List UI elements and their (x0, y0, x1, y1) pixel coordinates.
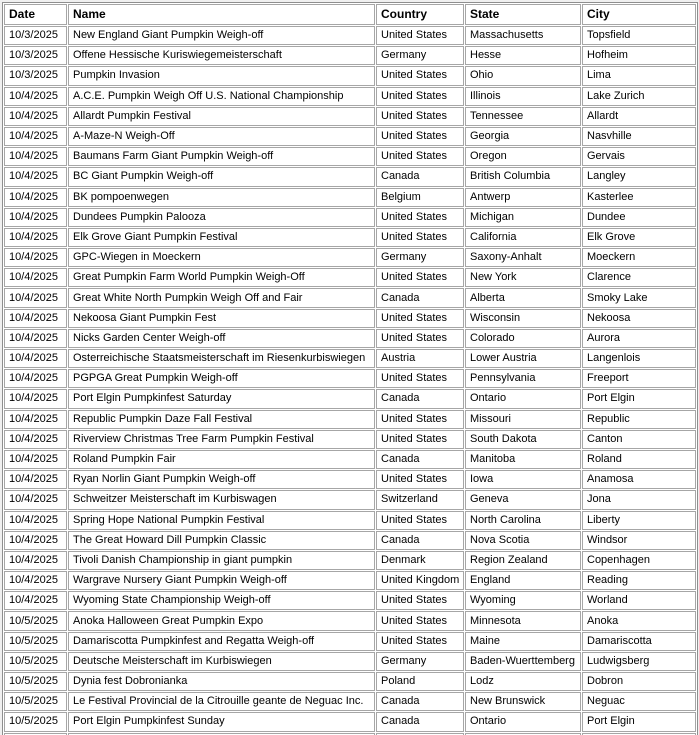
table-row (4, 309, 696, 328)
cell-city: Reading (582, 571, 696, 590)
cell-name: A.C.E. Pumpkin Weigh Off U.S. National Championship (68, 87, 375, 106)
table-row (4, 188, 696, 207)
cell-city: Port Elgin (582, 389, 696, 408)
table-row (4, 591, 696, 610)
cell-date: 10/4/2025 (4, 127, 67, 146)
cell-state: Ontario (465, 389, 581, 408)
cell-country: United States (376, 632, 464, 651)
cell-city: Aurora (582, 329, 696, 348)
column-header-date[interactable]: Date (4, 4, 67, 25)
cell-country: United States (376, 228, 464, 247)
cell-city: Lake Zurich (582, 87, 696, 106)
cell-country: Poland (376, 672, 464, 691)
cell-state: Michigan (465, 208, 581, 227)
cell-country: Canada (376, 712, 464, 731)
cell-state: Missouri (465, 410, 581, 429)
table-row (4, 551, 696, 570)
cell-city: Langley (582, 167, 696, 186)
cell-name: Osterreichische Staatsmeisterschaft im Riesenkurbiswiegen (68, 349, 375, 368)
cell-date: 10/4/2025 (4, 309, 67, 328)
cell-state: Iowa (465, 470, 581, 489)
table-row (4, 410, 696, 429)
cell-name: Allardt Pumpkin Festival (68, 107, 375, 126)
cell-date: 10/4/2025 (4, 410, 67, 429)
cell-date: 10/4/2025 (4, 147, 67, 166)
cell-city: Topsfield (582, 26, 696, 45)
cell-city: Canton (582, 430, 696, 449)
cell-date: 10/4/2025 (4, 329, 67, 348)
cell-state: Manitoba (465, 450, 581, 469)
cell-name: A-Maze-N Weigh-Off (68, 127, 375, 146)
cell-state: Colorado (465, 329, 581, 348)
column-header-city[interactable]: City (582, 4, 696, 25)
cell-state: New York (465, 268, 581, 287)
cell-name: BK pompoenwegen (68, 188, 375, 207)
table-row (4, 430, 696, 449)
cell-date: 10/5/2025 (4, 692, 67, 711)
table-row (4, 652, 696, 671)
cell-name: GPC-Wiegen in Moeckern (68, 248, 375, 267)
cell-state: Lower Austria (465, 349, 581, 368)
cell-name: Wargrave Nursery Giant Pumpkin Weigh-off (68, 571, 375, 590)
cell-date: 10/4/2025 (4, 430, 67, 449)
cell-country: Germany (376, 652, 464, 671)
cell-city: Damariscotta (582, 632, 696, 651)
cell-state: New Brunswick (465, 692, 581, 711)
cell-name: Great Pumpkin Farm World Pumpkin Weigh-Off (68, 268, 375, 287)
cell-name: Baumans Farm Giant Pumpkin Weigh-off (68, 147, 375, 166)
cell-city: Hofheim (582, 46, 696, 65)
cell-country: United States (376, 369, 464, 388)
cell-state: Pennsylvania (465, 369, 581, 388)
table-row (4, 329, 696, 348)
table-row (4, 167, 696, 186)
table-row (4, 46, 696, 65)
cell-city: Windsor (582, 531, 696, 550)
cell-date: 10/3/2025 (4, 66, 67, 85)
cell-country: United States (376, 591, 464, 610)
cell-state: Oregon (465, 147, 581, 166)
cell-city: Freeport (582, 369, 696, 388)
cell-state: Illinois (465, 87, 581, 106)
cell-state: Tennessee (465, 107, 581, 126)
table-row (4, 248, 696, 267)
cell-state: Region Zealand (465, 551, 581, 570)
cell-state: Antwerp (465, 188, 581, 207)
cell-name: Damariscotta Pumpkinfest and Regatta Weigh-off (68, 632, 375, 651)
cell-state: Ohio (465, 66, 581, 85)
table-row (4, 228, 696, 247)
table-row (4, 490, 696, 509)
cell-name: The Great Howard Dill Pumpkin Classic (68, 531, 375, 550)
cell-date: 10/4/2025 (4, 571, 67, 590)
cell-name: Dundees Pumpkin Palooza (68, 208, 375, 227)
table-row (4, 692, 696, 711)
cell-date: 10/4/2025 (4, 87, 67, 106)
cell-name: Nicks Garden Center Weigh-off (68, 329, 375, 348)
table-row (4, 632, 696, 651)
cell-city: Copenhagen (582, 551, 696, 570)
cell-country: United States (376, 511, 464, 530)
column-header-country[interactable]: Country (376, 4, 464, 25)
cell-country: United States (376, 309, 464, 328)
cell-state: Georgia (465, 127, 581, 146)
cell-city: Lima (582, 66, 696, 85)
table-row (4, 531, 696, 550)
cell-name: Wyoming State Championship Weigh-off (68, 591, 375, 610)
cell-city: Neguac (582, 692, 696, 711)
cell-city: Liberty (582, 511, 696, 530)
cell-date: 10/4/2025 (4, 349, 67, 368)
cell-state: Baden-Wuerttemberg (465, 652, 581, 671)
cell-country: Canada (376, 450, 464, 469)
cell-city: Anoka (582, 611, 696, 630)
cell-name: BC Giant Pumpkin Weigh-off (68, 167, 375, 186)
events-table (2, 2, 698, 735)
cell-date: 10/4/2025 (4, 591, 67, 610)
cell-date: 10/3/2025 (4, 26, 67, 45)
cell-state: South Dakota (465, 430, 581, 449)
cell-city: Republic (582, 410, 696, 429)
cell-country: Austria (376, 349, 464, 368)
cell-city: Jona (582, 490, 696, 509)
cell-date: 10/4/2025 (4, 208, 67, 227)
table-row (4, 66, 696, 85)
cell-country: Switzerland (376, 490, 464, 509)
cell-date: 10/4/2025 (4, 167, 67, 186)
table-row (4, 127, 696, 146)
cell-country: Canada (376, 389, 464, 408)
cell-state: Maine (465, 632, 581, 651)
cell-name: Deutsche Meisterschaft im Kurbiswiegen (68, 652, 375, 671)
table-row (4, 288, 696, 307)
cell-name: Ryan Norlin Giant Pumpkin Weigh-off (68, 470, 375, 489)
cell-city: Dobron (582, 672, 696, 691)
table-row (4, 672, 696, 691)
table-row (4, 349, 696, 368)
cell-date: 10/4/2025 (4, 511, 67, 530)
cell-country: Belgium (376, 188, 464, 207)
cell-name: Nekoosa Giant Pumpkin Fest (68, 309, 375, 328)
cell-date: 10/4/2025 (4, 248, 67, 267)
cell-state: Wyoming (465, 591, 581, 610)
cell-date: 10/5/2025 (4, 632, 67, 651)
cell-name: PGPGA Great Pumpkin Weigh-off (68, 369, 375, 388)
column-header-name[interactable]: Name (68, 4, 375, 25)
cell-country: United States (376, 208, 464, 227)
cell-state: Wisconsin (465, 309, 581, 328)
cell-state: Nova Scotia (465, 531, 581, 550)
cell-country: Germany (376, 248, 464, 267)
table-row (4, 611, 696, 630)
cell-country: United States (376, 107, 464, 126)
cell-state: British Columbia (465, 167, 581, 186)
table-row (4, 389, 696, 408)
cell-date: 10/3/2025 (4, 46, 67, 65)
table-row (4, 208, 696, 227)
cell-country: United States (376, 268, 464, 287)
column-header-state[interactable]: State (465, 4, 581, 25)
table-row (4, 450, 696, 469)
table-row (4, 107, 696, 126)
cell-name: Offene Hessische Kuriswiegemeisterschaft (68, 46, 375, 65)
cell-name: Port Elgin Pumpkinfest Saturday (68, 389, 375, 408)
table-body (4, 26, 696, 735)
cell-city: Smoky Lake (582, 288, 696, 307)
cell-country: United States (376, 470, 464, 489)
cell-date: 10/4/2025 (4, 228, 67, 247)
header-row (4, 4, 696, 25)
cell-date: 10/4/2025 (4, 389, 67, 408)
cell-city: Ludwigsberg (582, 652, 696, 671)
cell-country: Canada (376, 531, 464, 550)
cell-country: Denmark (376, 551, 464, 570)
table-row (4, 470, 696, 489)
cell-date: 10/5/2025 (4, 652, 67, 671)
cell-date: 10/5/2025 (4, 611, 67, 630)
cell-state: Saxony-Anhalt (465, 248, 581, 267)
cell-city: Dundee (582, 208, 696, 227)
cell-city: Roland (582, 450, 696, 469)
cell-country: United States (376, 26, 464, 45)
cell-city: Elk Grove (582, 228, 696, 247)
cell-city: Clarence (582, 268, 696, 287)
cell-country: United States (376, 87, 464, 106)
cell-name: Le Festival Provincial de la Citrouille geante de Neguac Inc. (68, 692, 375, 711)
table-row (4, 712, 696, 731)
cell-name: Republic Pumpkin Daze Fall Festival (68, 410, 375, 429)
cell-state: Lodz (465, 672, 581, 691)
cell-state: Minnesota (465, 611, 581, 630)
cell-name: Pumpkin Invasion (68, 66, 375, 85)
table-row (4, 26, 696, 45)
cell-country: Canada (376, 288, 464, 307)
cell-city: Worland (582, 591, 696, 610)
table-row (4, 571, 696, 590)
cell-name: Tivoli Danish Championship in giant pumpkin (68, 551, 375, 570)
cell-city: Moeckern (582, 248, 696, 267)
cell-name: Great White North Pumpkin Weigh Off and Fair (68, 288, 375, 307)
cell-country: United States (376, 66, 464, 85)
cell-name: Schweitzer Meisterschaft im Kurbiswagen (68, 490, 375, 509)
cell-country: United States (376, 430, 464, 449)
cell-country: Canada (376, 167, 464, 186)
cell-city: Allardt (582, 107, 696, 126)
cell-country: United States (376, 127, 464, 146)
cell-state: Alberta (465, 288, 581, 307)
cell-name: Riverview Christmas Tree Farm Pumpkin Festival (68, 430, 375, 449)
cell-city: Nekoosa (582, 309, 696, 328)
cell-state: Hesse (465, 46, 581, 65)
cell-name: Elk Grove Giant Pumpkin Festival (68, 228, 375, 247)
cell-city: Anamosa (582, 470, 696, 489)
table-row (4, 87, 696, 106)
cell-date: 10/4/2025 (4, 288, 67, 307)
cell-date: 10/4/2025 (4, 450, 67, 469)
cell-country: United States (376, 611, 464, 630)
cell-date: 10/4/2025 (4, 470, 67, 489)
cell-city: Port Elgin (582, 712, 696, 731)
cell-country: United Kingdom (376, 571, 464, 590)
table-row (4, 268, 696, 287)
cell-date: 10/4/2025 (4, 188, 67, 207)
cell-city: Gervais (582, 147, 696, 166)
cell-country: United States (376, 329, 464, 348)
cell-name: Dynia fest Dobronianka (68, 672, 375, 691)
cell-name: Anoka Halloween Great Pumpkin Expo (68, 611, 375, 630)
cell-date: 10/4/2025 (4, 107, 67, 126)
cell-date: 10/5/2025 (4, 712, 67, 731)
cell-name: New England Giant Pumpkin Weigh-off (68, 26, 375, 45)
cell-date: 10/4/2025 (4, 551, 67, 570)
cell-date: 10/4/2025 (4, 369, 67, 388)
cell-name: Roland Pumpkin Fair (68, 450, 375, 469)
cell-date: 10/5/2025 (4, 672, 67, 691)
cell-country: Canada (376, 692, 464, 711)
cell-city: Kasterlee (582, 188, 696, 207)
cell-name: Spring Hope National Pumpkin Festival (68, 511, 375, 530)
table-row (4, 511, 696, 530)
cell-name: Port Elgin Pumpkinfest Sunday (68, 712, 375, 731)
cell-country: United States (376, 147, 464, 166)
cell-state: Massachusetts (465, 26, 581, 45)
cell-date: 10/4/2025 (4, 490, 67, 509)
cell-date: 10/4/2025 (4, 531, 67, 550)
cell-country: United States (376, 410, 464, 429)
table-row (4, 369, 696, 388)
cell-state: Geneva (465, 490, 581, 509)
cell-country: Germany (376, 46, 464, 65)
cell-state: California (465, 228, 581, 247)
cell-city: Langenlois (582, 349, 696, 368)
table-row (4, 147, 696, 166)
cell-state: Ontario (465, 712, 581, 731)
cell-city: Nasvhille (582, 127, 696, 146)
cell-state: England (465, 571, 581, 590)
cell-state: North Carolina (465, 511, 581, 530)
cell-date: 10/4/2025 (4, 268, 67, 287)
